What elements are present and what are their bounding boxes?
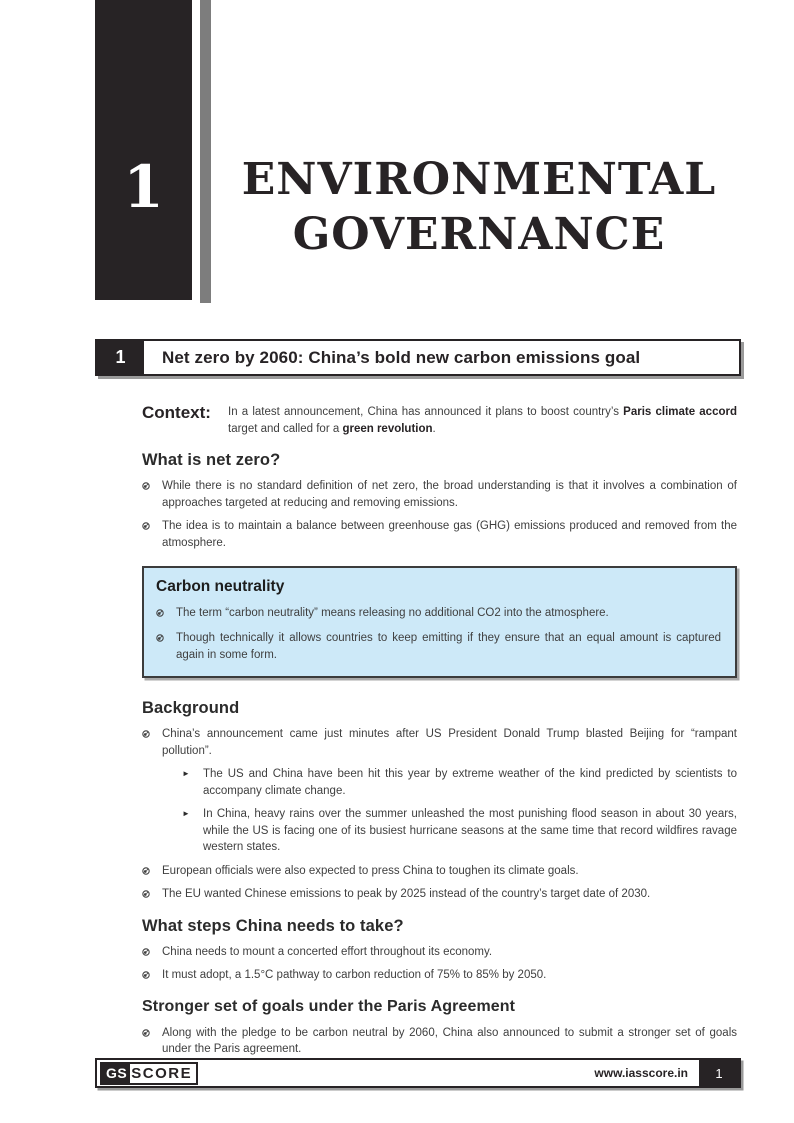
info-box-title: Carbon neutrality bbox=[156, 578, 285, 595]
list-item-text: China needs to mount a concerted effort throughout its economy. bbox=[162, 945, 493, 958]
website-link[interactable]: www.iasscore.in bbox=[594, 1066, 688, 1080]
circle-bullet-icon bbox=[142, 726, 162, 759]
sub-list-item-text: The US and China have been hit this year by extreme weather of the kind predicted by scientists to accompany climate change. bbox=[203, 768, 737, 797]
list-item-text: It must adopt, a 1.5°C pathway to carbon reduction of 75% to 85% by 2050. bbox=[162, 969, 547, 981]
circle-bullet-icon bbox=[156, 630, 176, 663]
list-item bbox=[142, 863, 737, 880]
context-text bbox=[228, 404, 737, 437]
list-item bbox=[142, 1025, 737, 1058]
section-number-badge: 1 bbox=[97, 341, 144, 374]
context-bold1: Paris climate accord bbox=[623, 406, 738, 418]
list-item bbox=[142, 944, 737, 961]
list-item-text: While there is no standard definition of net zero, the broad understanding is that it involves a combination of approaches targeted at reducing and removing emissions. bbox=[162, 480, 737, 509]
list-item-text: The idea is to maintain a balance between greenhouse gas (GHG) emissions produced and removed from the atmosphere. bbox=[162, 520, 737, 549]
page-footer bbox=[95, 1058, 741, 1088]
list-item bbox=[142, 886, 737, 903]
list-item-text: Along with the pledge to be carbon neutral by 2060, China also announced to submit a stronger set of goals under the Paris agreement. bbox=[162, 1026, 737, 1055]
vertical-divider bbox=[200, 0, 211, 303]
context-block bbox=[142, 404, 737, 437]
chapter-tab bbox=[95, 0, 192, 300]
list-item-text: Though technically it allows countries to keep emitting if they ensure that an equal amount is captured again in some form. bbox=[176, 632, 721, 661]
heading-stronger-goals: Stronger set of goals under the Paris Agreement bbox=[142, 997, 516, 1015]
page-number-badge: 1 bbox=[699, 1060, 739, 1086]
logo-gs-mark: GS bbox=[102, 1064, 130, 1083]
sub-list-item-text: In China, heavy rains over the summer unleashed the most punishing flood season in about 30 years, while the US is facing one of its busiest hurricane seasons at the same time that record wildfires ravage western states. bbox=[203, 808, 737, 853]
circle-bullet-icon bbox=[142, 1025, 162, 1058]
chapter-number: 1 bbox=[123, 153, 164, 221]
logo-score-mark: SCORE bbox=[131, 1064, 193, 1082]
context-seg1: In a latest announcement, China has announced it plans to boost country’s bbox=[228, 406, 624, 418]
section-title: Net zero by 2060: China’s bold new carbon emissions goal bbox=[162, 347, 641, 367]
heading-what-is-net-zero: What is net zero? bbox=[142, 451, 281, 469]
list-item bbox=[156, 605, 721, 622]
chapter-title-line1: ENVIRONMENTAL bbox=[241, 154, 717, 205]
circle-bullet-icon bbox=[142, 944, 162, 961]
heading-background: Background bbox=[142, 699, 240, 717]
circle-bullet-icon bbox=[142, 863, 162, 880]
context-seg3: . bbox=[432, 422, 436, 435]
chapter-title-line2: GOVERNANCE bbox=[292, 209, 666, 260]
section-header bbox=[95, 339, 741, 376]
sub-list-item bbox=[182, 766, 737, 799]
list-item-text: The EU wanted Chinese emissions to peak by 2025 instead of the country’s target date of 2030. bbox=[162, 888, 651, 900]
arrow-bullet-icon: ► bbox=[182, 769, 190, 778]
list-item-text: The term “carbon neutrality” means releasing no additional CO2 into the atmosphere. bbox=[176, 606, 609, 619]
sub-list-item bbox=[182, 806, 737, 856]
list-item bbox=[142, 967, 737, 984]
list-item-text: China’s announcement came just minutes after US President Donald Trump blasted Beijing for “rampant pollution”. bbox=[162, 728, 737, 757]
circle-bullet-icon bbox=[142, 886, 162, 903]
carbon-neutrality-box bbox=[142, 566, 737, 678]
circle-bullet-icon bbox=[142, 518, 162, 551]
list-item bbox=[142, 518, 737, 551]
context-seg2: target and called for a bbox=[228, 422, 343, 435]
chapter-title bbox=[218, 152, 740, 262]
list-item bbox=[142, 478, 737, 511]
content-column bbox=[142, 404, 737, 1065]
list-item bbox=[142, 726, 737, 759]
context-label: Context: bbox=[142, 403, 211, 422]
list-item-text: European officials were also expected to press China to toughen its climate goals. bbox=[162, 864, 579, 877]
circle-bullet-icon bbox=[142, 478, 162, 511]
arrow-bullet-icon: ► bbox=[182, 809, 190, 818]
circle-bullet-icon bbox=[156, 605, 176, 622]
gsscore-logo bbox=[100, 1062, 198, 1085]
context-bold2: green revolution bbox=[342, 422, 433, 435]
heading-what-steps: What steps China needs to take? bbox=[142, 916, 404, 935]
list-item bbox=[156, 630, 721, 663]
circle-bullet-icon bbox=[142, 967, 162, 984]
